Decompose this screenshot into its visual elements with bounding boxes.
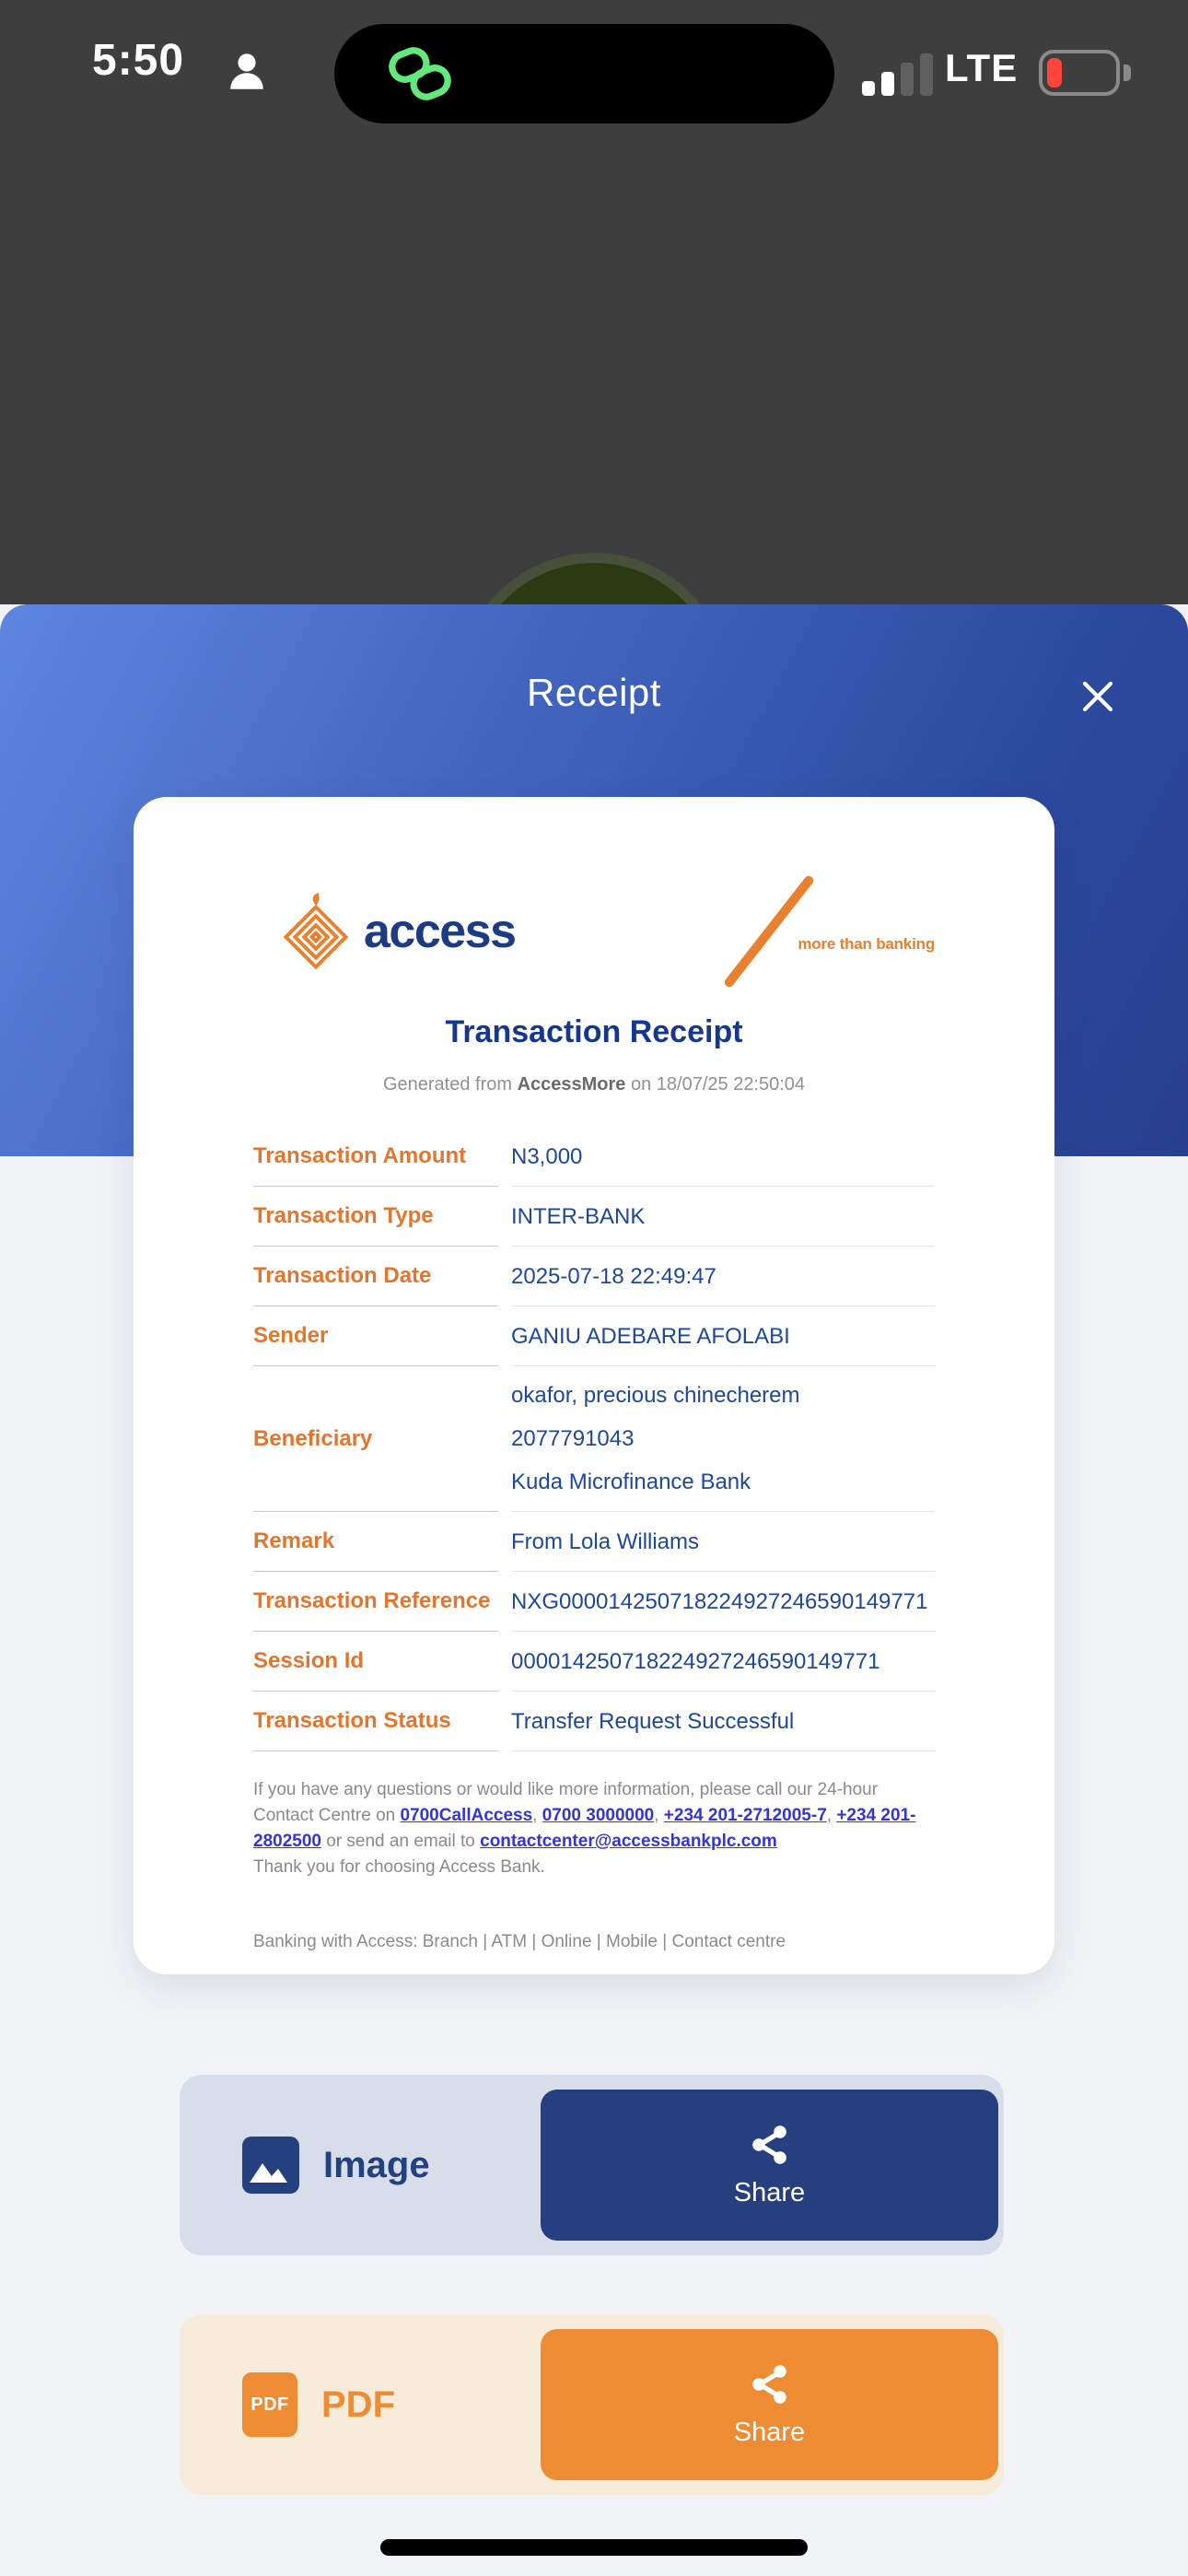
receipt-card [134, 797, 1054, 1974]
row-label: Remark [253, 1512, 498, 1572]
brand-name: access [364, 905, 516, 958]
row-label: Sender [253, 1306, 498, 1366]
receipt-row [253, 1247, 935, 1306]
contact-link[interactable]: contactcenter@accessbankplc.com [480, 1832, 777, 1851]
receipt-row [253, 1187, 935, 1247]
row-values [511, 1366, 935, 1512]
image-icon [242, 2137, 299, 2194]
row-label: Transaction Reference [253, 1572, 498, 1632]
row-label: Transaction Date [253, 1247, 498, 1306]
row-label: Transaction Amount [253, 1127, 498, 1187]
row-values [511, 1572, 935, 1632]
row-values [511, 1512, 935, 1572]
battery-icon [1039, 50, 1120, 96]
row-value: GANIU ADEBARE AFOLABI [511, 1323, 790, 1349]
row-value: 2077791043 [511, 1426, 635, 1451]
signal-bar [862, 81, 875, 96]
row-values [511, 1632, 935, 1692]
network-type: LTE [945, 46, 1019, 89]
receipt-row [253, 1632, 935, 1692]
home-indicator[interactable] [380, 2539, 808, 2556]
receipt-row [253, 1127, 935, 1187]
pdf-icon: PDF [242, 2372, 297, 2437]
dynamic-island[interactable] [334, 24, 834, 123]
row-value: NXG000014250718224927246590149771 [511, 1588, 928, 1614]
row-value: Transfer Request Successful [511, 1708, 795, 1734]
share-button-label: Share [733, 2417, 806, 2447]
receipt-rows [253, 1127, 935, 1751]
generated-prefix: Generated from [382, 1074, 518, 1095]
contact-text: or send an email to [320, 1832, 481, 1851]
slash-mark [723, 874, 815, 989]
row-value: Kuda Microfinance Bank [511, 1469, 751, 1494]
share-nodes-icon [748, 2362, 792, 2406]
row-values [511, 1306, 935, 1366]
signal-bar [881, 72, 894, 96]
row-value: 000014250718224927246590149771 [511, 1648, 880, 1674]
row-value: From Lola Williams [511, 1528, 700, 1554]
contact-link[interactable]: 0700CallAccess [400, 1806, 533, 1825]
banking-channels-line: Banking with Access: Branch | ATM | Online | Mobile | Contact centre [253, 1932, 786, 1951]
cellular-signal-icon [862, 52, 933, 96]
clock: 5:50 [92, 36, 185, 85]
generated-app: AccessMore [517, 1074, 626, 1095]
sheet-title: Receipt [527, 671, 661, 714]
contact-text: , [826, 1806, 837, 1825]
brand-tagline-group [764, 858, 935, 1005]
row-label: Beneficiary [253, 1366, 498, 1512]
receipt-header [253, 858, 935, 1005]
personal-hotspot-icon [386, 44, 454, 103]
contact-paragraph [253, 1777, 935, 1855]
receipt-row [253, 1692, 935, 1751]
row-values [511, 1187, 935, 1247]
row-values [511, 1692, 935, 1751]
contact-link[interactable]: +234 201-2802500 [253, 1806, 916, 1851]
contact-text: , [532, 1806, 542, 1825]
image-label: Image [323, 2144, 430, 2185]
brand-tagline: more than banking [798, 935, 935, 953]
row-value: N3,000 [511, 1143, 583, 1169]
access-bank-logo [283, 893, 516, 970]
close-button[interactable] [1074, 673, 1122, 720]
share-nodes-icon [748, 2123, 792, 2167]
row-values [511, 1127, 935, 1187]
row-label: Transaction Status [253, 1692, 498, 1751]
signal-bar [901, 63, 914, 96]
thanks-line: Thank you for choosing Access Bank. [253, 1857, 545, 1877]
generated-datetime: 18/07/25 22:50:04 [656, 1074, 806, 1095]
row-value: INTER-BANK [511, 1203, 646, 1229]
access-diamond-icon [283, 893, 349, 970]
receipt-row [253, 1306, 935, 1366]
signal-bar [920, 53, 933, 96]
receipt-row [253, 1366, 935, 1512]
share-button-label: Share [733, 2177, 806, 2207]
row-value: okafor, precious chinecherem [511, 1383, 800, 1408]
receipt-row [253, 1512, 935, 1572]
contact-text: If you have any questions or would like more information, please call our 24-hour Contact Centre on [253, 1780, 879, 1825]
contact-text: , [654, 1806, 664, 1825]
share-image-row[interactable] [180, 2075, 1004, 2255]
row-value: 2025-07-18 22:49:47 [511, 1263, 716, 1289]
share-pdf-button[interactable] [541, 2329, 998, 2480]
contact-link[interactable]: +234 201-2712005-7 [663, 1806, 827, 1825]
row-label: Session Id [253, 1632, 498, 1692]
generated-mid: on [625, 1074, 657, 1095]
receipt-title: Transaction Receipt [445, 1014, 743, 1049]
row-values [511, 1247, 935, 1306]
share-image-button[interactable] [541, 2090, 998, 2241]
battery-level-fill [1047, 58, 1062, 88]
share-pdf-row[interactable] [180, 2314, 1004, 2495]
contact-link[interactable]: 0700 3000000 [542, 1806, 655, 1825]
pdf-label: PDF [321, 2383, 395, 2425]
receipt-row [253, 1572, 935, 1632]
status-bar [0, 0, 1188, 138]
generated-line [253, 1074, 935, 1095]
row-label: Transaction Type [253, 1187, 498, 1247]
close-icon [1077, 675, 1119, 718]
focus-person-icon [224, 48, 270, 96]
